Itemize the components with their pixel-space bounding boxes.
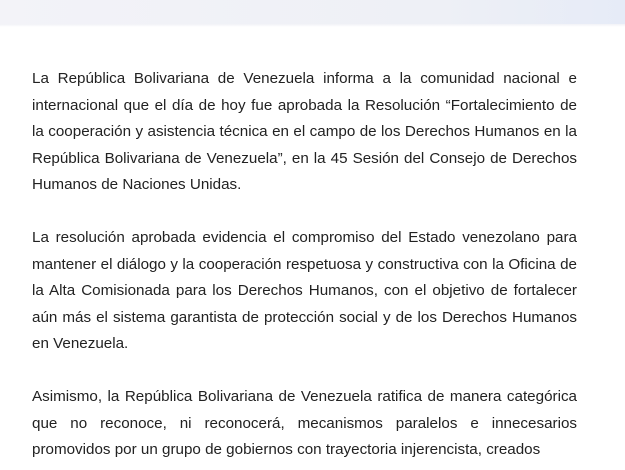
paragraph-2: La resolución aprobada evidencia el compromiso del Estado venezolano para mantener el diálogo y la cooperación respetuosa y constructiva con la Oficina de la Alta Comisionada para los Derechos Humanos, con el objetivo de fortalecer aún más el sistema garantista de protección social y de los Derechos Humanos en Venezuela. xyxy=(32,229,577,352)
paragraph-3: Asimismo, la República Bolivariana de Venezuela ratifica de manera categórica que no reconoce, ni reconocerá, mecanismos paralelos e innecesarios promovidos por un grupo de gobiernos con trayectoria injerencista, creados xyxy=(32,388,577,458)
header-band xyxy=(0,0,625,24)
paragraph-1: La República Bolivariana de Venezuela informa a la comunidad nacional e internacional que el día de hoy fue aprobada la Resolución “Fortalecimiento de la cooperación y asistencia técnica en el campo de los Derechos Humanos en la República Bolivariana de Venezuela”, en la 45 Sesión del Consejo de Derechos Humanos de Naciones Unidas. xyxy=(32,70,577,193)
document-body xyxy=(32,66,577,470)
header-band-shadow xyxy=(0,24,625,27)
